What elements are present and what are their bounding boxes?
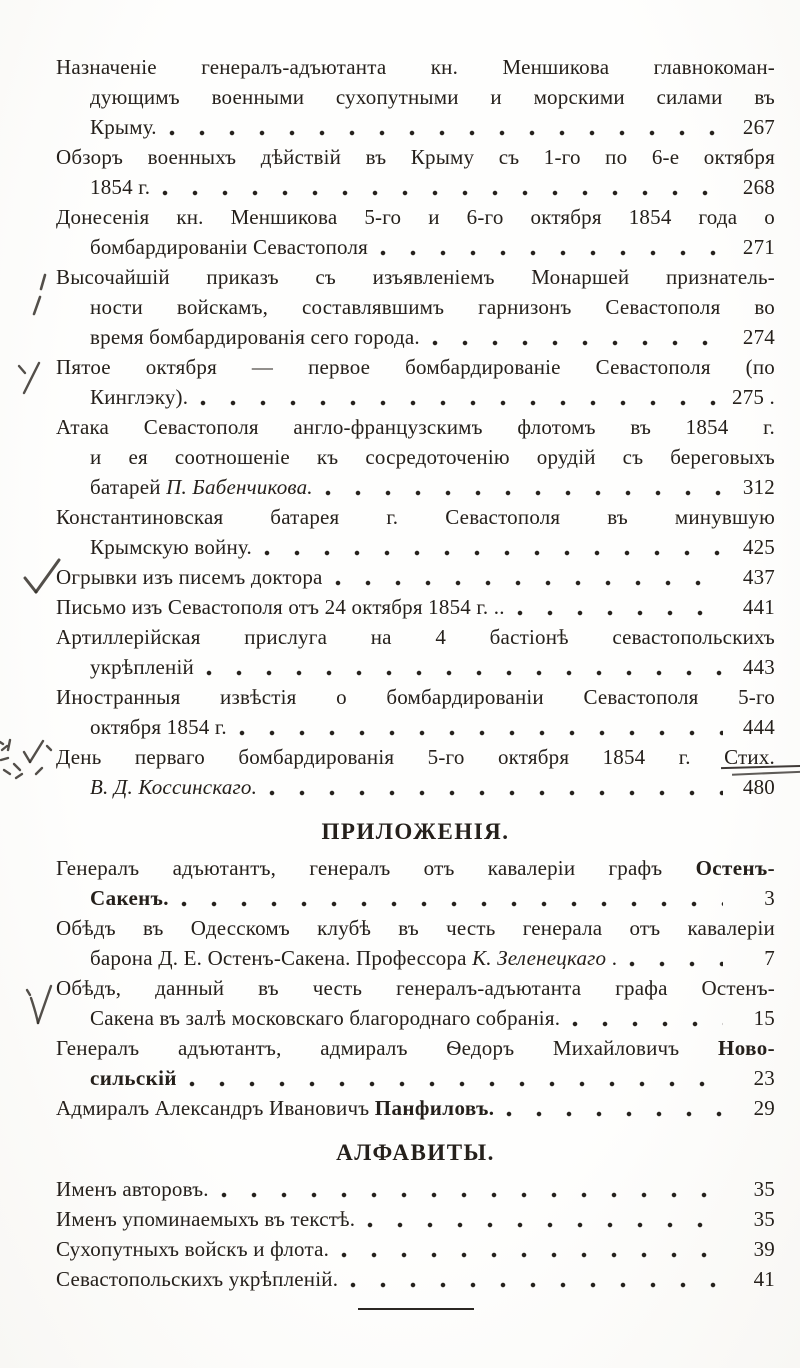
dot-leader (325, 490, 723, 496)
entry-text (56, 1174, 209, 1204)
page-number: 3 (764, 886, 775, 910)
entry-text (56, 1204, 355, 1234)
page-number: 275 . (732, 385, 775, 409)
entry-text-segment: Сакена въ залѣ московскаго благороднаго собранія. (90, 1006, 561, 1030)
entry-text-segment: время бомбардированія сего города. (90, 325, 420, 349)
toc-line (56, 502, 775, 532)
toc-line (56, 943, 775, 973)
entry-text-segment: К. Зеленецкаго (472, 946, 607, 970)
dot-leader (517, 610, 723, 616)
entry-text (56, 1093, 494, 1123)
page-number: 441 (742, 595, 775, 619)
toc-line (56, 1033, 775, 1063)
toc-line (56, 682, 775, 712)
toc-line (56, 1204, 775, 1234)
dot-leader (341, 1252, 723, 1258)
entry-text-segment: и ея соотношеніе къ сосредоточенію орудій съ береговыхъ (90, 445, 775, 469)
page-number: 268 (742, 175, 775, 199)
entry-text-segment: Крымскую войну. (90, 535, 252, 559)
entry-text-segment: Донесенія кн. Меншикова 5-го и 6-го октября 1854 года о (56, 205, 775, 229)
entry-text (56, 415, 775, 439)
entry-text (90, 382, 188, 412)
toc-line (56, 592, 775, 622)
toc-entry (56, 1234, 775, 1264)
entry-text (90, 172, 150, 202)
entry-text (90, 772, 257, 802)
toc-line (56, 913, 775, 943)
toc-line (56, 1093, 775, 1123)
toc-line (56, 142, 775, 172)
dot-leader (350, 1282, 723, 1288)
toc-line (56, 472, 775, 502)
toc-line (56, 232, 775, 262)
entry-text (90, 472, 313, 502)
toc-entry (56, 682, 775, 742)
toc-entry (56, 142, 775, 202)
section-heading: ПРИЛОЖЕНІЯ. (321, 819, 510, 844)
entry-text-segment: Иностранныя извѣстія о бомбардированіи Севастополя 5-го (56, 685, 775, 709)
entry-text (56, 976, 775, 1000)
toc-line (56, 172, 775, 202)
entry-text (90, 1063, 177, 1093)
toc-line (56, 652, 775, 682)
toc-line (56, 382, 775, 412)
page-number: 267 (742, 115, 775, 139)
entry-text (90, 883, 169, 913)
toc-line (56, 742, 775, 772)
toc-line (56, 622, 775, 652)
handwritten-narrow-check-mark (22, 983, 54, 1027)
toc-entry (56, 1264, 775, 1294)
dot-leader (169, 130, 723, 136)
entry-text (56, 55, 775, 79)
entry-text (56, 1036, 775, 1060)
footer-rule (358, 1308, 474, 1310)
toc-line (56, 1264, 775, 1294)
entry-text-segment: Адмиралъ Александръ Ивановичъ (56, 1096, 375, 1120)
entry-text-segment: Кинглэку). (90, 385, 189, 409)
dot-leader (206, 670, 723, 676)
entry-text-segment: Высочайшій приказъ съ изъявленіемъ Монаршей признатель- (56, 265, 775, 289)
toc-entry (56, 973, 775, 1033)
entry-text (56, 505, 775, 529)
toc-line (56, 772, 775, 802)
handwritten-light-check-mark (16, 360, 42, 396)
dot-leader (221, 1192, 723, 1198)
toc-entry (56, 913, 775, 973)
entry-text-segment: Обзоръ военныхъ дѣйствій въ Крыму съ 1-го по 6-е октября (56, 145, 775, 169)
entry-text (56, 562, 323, 592)
toc-content (56, 52, 775, 1310)
toc-line (56, 112, 775, 142)
entry-text (56, 745, 775, 769)
entry-text-segment: В. Д. Коссинскаго. (90, 775, 258, 799)
toc-line (56, 1234, 775, 1264)
entry-text (90, 652, 194, 682)
entry-text (90, 1003, 560, 1033)
entry-text (56, 1234, 329, 1264)
entry-text (56, 625, 775, 649)
toc-line (56, 442, 775, 472)
entry-text-segment: Крыму. (90, 115, 157, 139)
entry-text-segment: Панфиловъ. (374, 1096, 495, 1120)
toc-line (56, 973, 775, 1003)
dot-leader (269, 790, 723, 796)
page-number: 271 (742, 235, 775, 259)
page-number: 443 (742, 655, 775, 679)
toc-entry (56, 562, 775, 592)
toc-line (56, 1003, 775, 1033)
entry-text-segment: Константиновская батарея г. Севастополя въ минувшую (56, 505, 775, 529)
entry-text-segment: Огрывки изъ писемъ доктора (56, 565, 323, 589)
entry-text (90, 322, 420, 352)
dot-leader (239, 730, 723, 736)
entry-text (90, 445, 775, 469)
entry-text (90, 532, 252, 562)
toc-line (56, 1174, 775, 1204)
dot-leader (629, 961, 723, 967)
entry-text (56, 1264, 338, 1294)
toc-line (56, 853, 775, 883)
toc-entry (56, 1204, 775, 1234)
page-number: 437 (742, 565, 775, 589)
entry-text (56, 916, 775, 940)
entry-text-segment: П. Бабенчикова. (166, 475, 313, 499)
entry-text (56, 205, 775, 229)
toc-entry (56, 1093, 775, 1123)
entry-text-segment: Пятое октября — первое бомбардированіе Севастополя (по (56, 355, 775, 379)
toc-line (56, 712, 775, 742)
page-number: 15 (753, 1006, 775, 1030)
dot-leader (335, 580, 723, 586)
entry-text (90, 295, 775, 319)
section-heading: АЛФАВИТЫ. (336, 1140, 495, 1165)
entry-text (90, 712, 227, 742)
entry-text-segment: Именъ упоминаемыхъ въ текстѣ. (56, 1207, 356, 1231)
toc-entry (56, 502, 775, 562)
toc-entry (56, 1033, 775, 1093)
dot-leader (181, 901, 723, 907)
dot-leader (380, 250, 723, 256)
entry-text-segment: Атака Севастополя англо-французскимъ флотомъ въ 1854 г. (56, 415, 775, 439)
toc-entry (56, 742, 775, 802)
entry-text (90, 85, 775, 109)
page-number: 35 (753, 1207, 775, 1231)
toc-line (56, 1063, 775, 1093)
page-number: 35 (753, 1177, 775, 1201)
page-number: 480 (742, 775, 775, 799)
toc-line (56, 883, 775, 913)
dot-leader (189, 1081, 723, 1087)
dot-leader (264, 550, 723, 556)
page-number: 23 (753, 1066, 775, 1090)
entry-text-segment: Назначеніе генералъ-адъютанта кн. Меншикова главнокоман- (56, 55, 775, 79)
toc-line (56, 52, 775, 82)
page-number: 274 (742, 325, 775, 349)
toc-line (56, 412, 775, 442)
page-number: 41 (753, 1267, 775, 1291)
page-number: 444 (742, 715, 775, 739)
handwritten-broken-slash-mark (32, 272, 50, 316)
toc-entry (56, 52, 775, 142)
page-number: 7 (764, 946, 775, 970)
entry-text-segment: Обѣдъ въ Одесскомъ клубѣ въ честь генерала отъ кавалеріи (56, 916, 775, 940)
entry-text-segment: укрѣпленій (90, 655, 194, 679)
entry-text (90, 232, 368, 262)
entry-text-segment: Генералъ адъютантъ, генералъ отъ кавалеріи графъ (56, 856, 696, 880)
entry-text-segment: День перваго бомбардированія 5-го октября 1854 г. (56, 745, 725, 769)
entry-text-segment: Генералъ адъютантъ, адмиралъ Ѳедоръ Михайловичъ (56, 1036, 718, 1060)
page-number: 29 (753, 1096, 775, 1120)
toc-entry (56, 412, 775, 502)
toc-entry (56, 352, 775, 412)
entry-text-segment: 1854 г. (90, 175, 151, 199)
entry-text (90, 112, 157, 142)
entry-text (56, 685, 775, 709)
entry-text-segment: Письмо изъ Севастополя отъ 24 октября 1854 г. .. (56, 595, 505, 619)
entry-text-segment: Артиллерійская прислуга на 4 бастіонѣ севастопольскихъ (56, 625, 775, 649)
dot-leader (162, 190, 723, 196)
dot-leader (572, 1021, 723, 1027)
toc-line (56, 352, 775, 382)
entry-text-segment: сильскій (90, 1066, 177, 1090)
entry-text-segment: Сухопутныхъ войскъ и флота. (56, 1237, 330, 1261)
dot-leader (367, 1222, 723, 1228)
entry-text-segment: Обѣдъ, данный въ честь генералъ-адъютанта графа Остенъ- (56, 976, 775, 1000)
entry-text-segment: Ново- (717, 1036, 775, 1060)
entry-text-segment: батарей (90, 475, 167, 499)
toc-line (56, 202, 775, 232)
toc-line (56, 322, 775, 352)
toc-entry (56, 622, 775, 682)
toc-entry (56, 1174, 775, 1204)
entry-text-segment: Остенъ- (695, 856, 775, 880)
entry-text (56, 856, 775, 880)
entry-text (90, 943, 617, 973)
entry-text-segment: ности войскамъ, составлявшимъ гарнизонъ Севастополя во (90, 295, 775, 319)
toc-entry (56, 262, 775, 352)
toc-line (56, 532, 775, 562)
toc-line (56, 82, 775, 112)
handwritten-scribble-check-mark (0, 732, 56, 784)
entry-text-segment: барона Д. Е. Остенъ-Сакена. Профессора (90, 946, 473, 970)
dot-leader (432, 340, 723, 346)
toc-line (56, 562, 775, 592)
dot-leader (506, 1111, 723, 1117)
entry-text (56, 592, 505, 622)
page-number: 312 (742, 475, 775, 499)
toc-entry (56, 853, 775, 913)
entry-text-segment: Севастопольскихъ укрѣпленій. (56, 1267, 339, 1291)
entry-text-segment: Именъ авторовъ. (56, 1177, 209, 1201)
entry-text (56, 265, 775, 289)
entry-text-segment: Стих. (724, 745, 775, 769)
page-number: 425 (742, 535, 775, 559)
entry-text-segment: Сакенъ. (90, 886, 169, 910)
entry-text-segment: октября 1854 г. (90, 715, 227, 739)
toc-entry (56, 592, 775, 622)
page-number: 39 (753, 1237, 775, 1261)
entry-text-segment: . (606, 946, 618, 970)
entry-text-segment: дующимъ военными сухопутными и морскими силами въ (90, 85, 775, 109)
entry-text (56, 145, 775, 169)
entry-text-segment: бомбардированіи Севастополя (90, 235, 369, 259)
toc-entry (56, 202, 775, 262)
toc-line (56, 292, 775, 322)
dot-leader (200, 400, 723, 406)
entry-text (56, 355, 775, 379)
toc-line (56, 262, 775, 292)
